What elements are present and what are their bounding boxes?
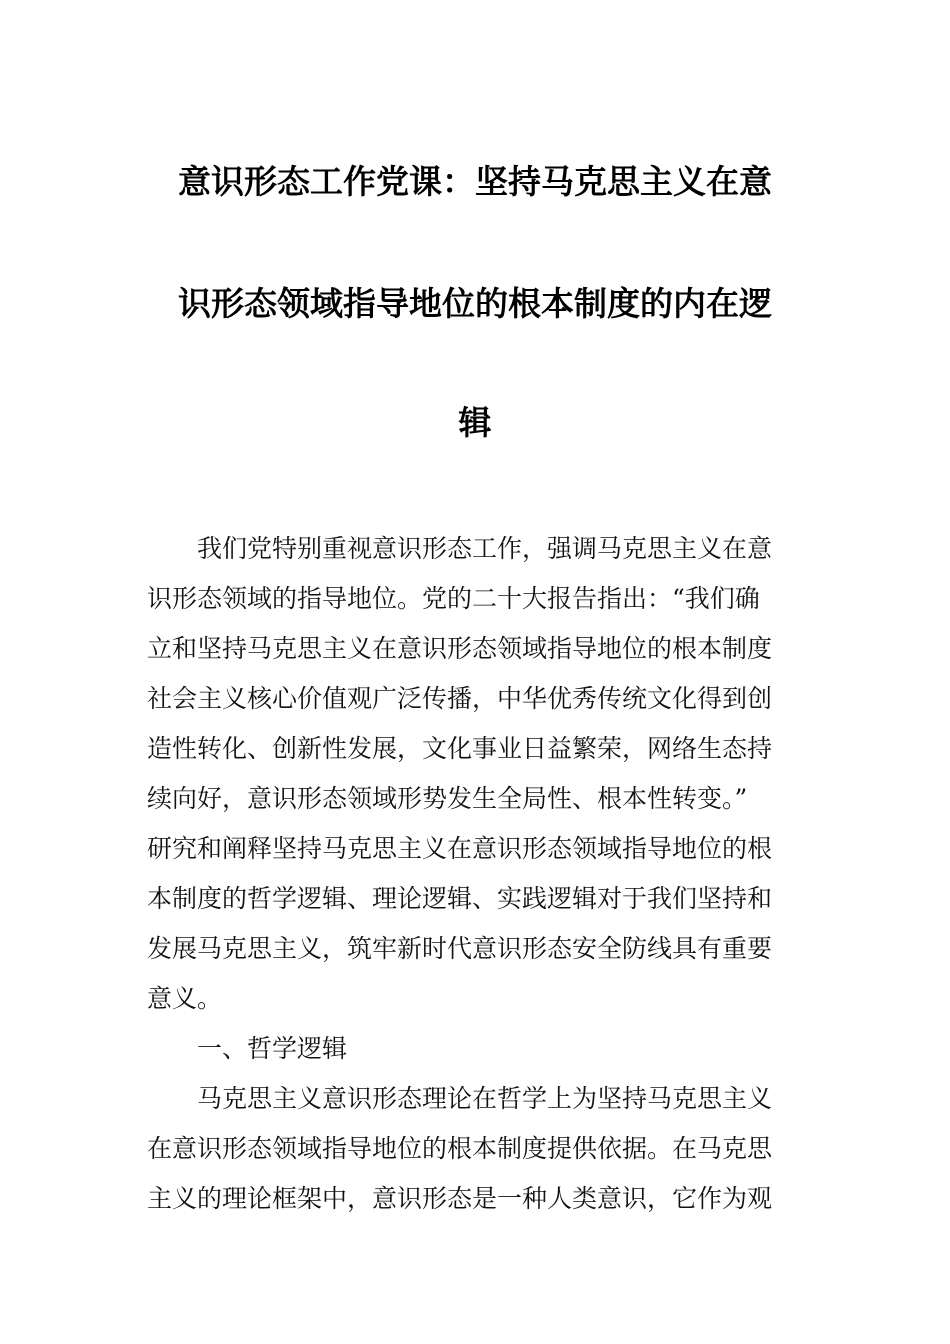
title-line-1: 意识形态工作党课：坚持马克思主义在意 bbox=[178, 162, 772, 201]
section-heading-philosophical-logic: 一、哲学逻辑 bbox=[147, 1034, 348, 1063]
body-line-3: 立和坚持马克思主义在意识形态领域指导地位的根本制度 bbox=[147, 634, 773, 663]
body-line-2: 识形态领域的指导地位。党的二十大报告指出：“我们确 bbox=[147, 584, 760, 613]
body-line-5: 造性转化、创新性发展，文化事业日益繁荣，网络生态持 bbox=[147, 734, 773, 763]
body-line-4: 社会主义核心价值观广泛传播，中华优秀传统文化得到创 bbox=[147, 684, 773, 713]
title-line-3: 辑 bbox=[458, 403, 492, 442]
body-line-10: 意义。 bbox=[147, 984, 223, 1013]
body-line-14: 主义的理论框架中，意识形态是一种人类意识，它作为观 bbox=[147, 1184, 773, 1213]
body-line-12: 马克思主义意识形态理论在哲学上为坚持马克思主义 bbox=[147, 1084, 773, 1113]
body-line-1: 我们党特别重视意识形态工作，强调马克思主义在意 bbox=[147, 534, 773, 563]
body-line-8: 本制度的哲学逻辑、理论逻辑、实践逻辑对于我们坚持和 bbox=[147, 884, 773, 913]
body-line-6: 续向好，意识形态领域形势发生全局性、根本性转变。” bbox=[147, 784, 748, 813]
body-line-13: 在意识形态领域指导地位的根本制度提供依据。在马克思 bbox=[147, 1134, 773, 1163]
body-line-7: 研究和阐释坚持马克思主义在意识形态领域指导地位的根 bbox=[147, 834, 773, 863]
body-line-9: 发展马克思主义，筑牢新时代意识形态安全防线具有重要 bbox=[147, 934, 773, 963]
title-line-2: 识形态领域指导地位的根本制度的内在逻 bbox=[178, 284, 772, 323]
